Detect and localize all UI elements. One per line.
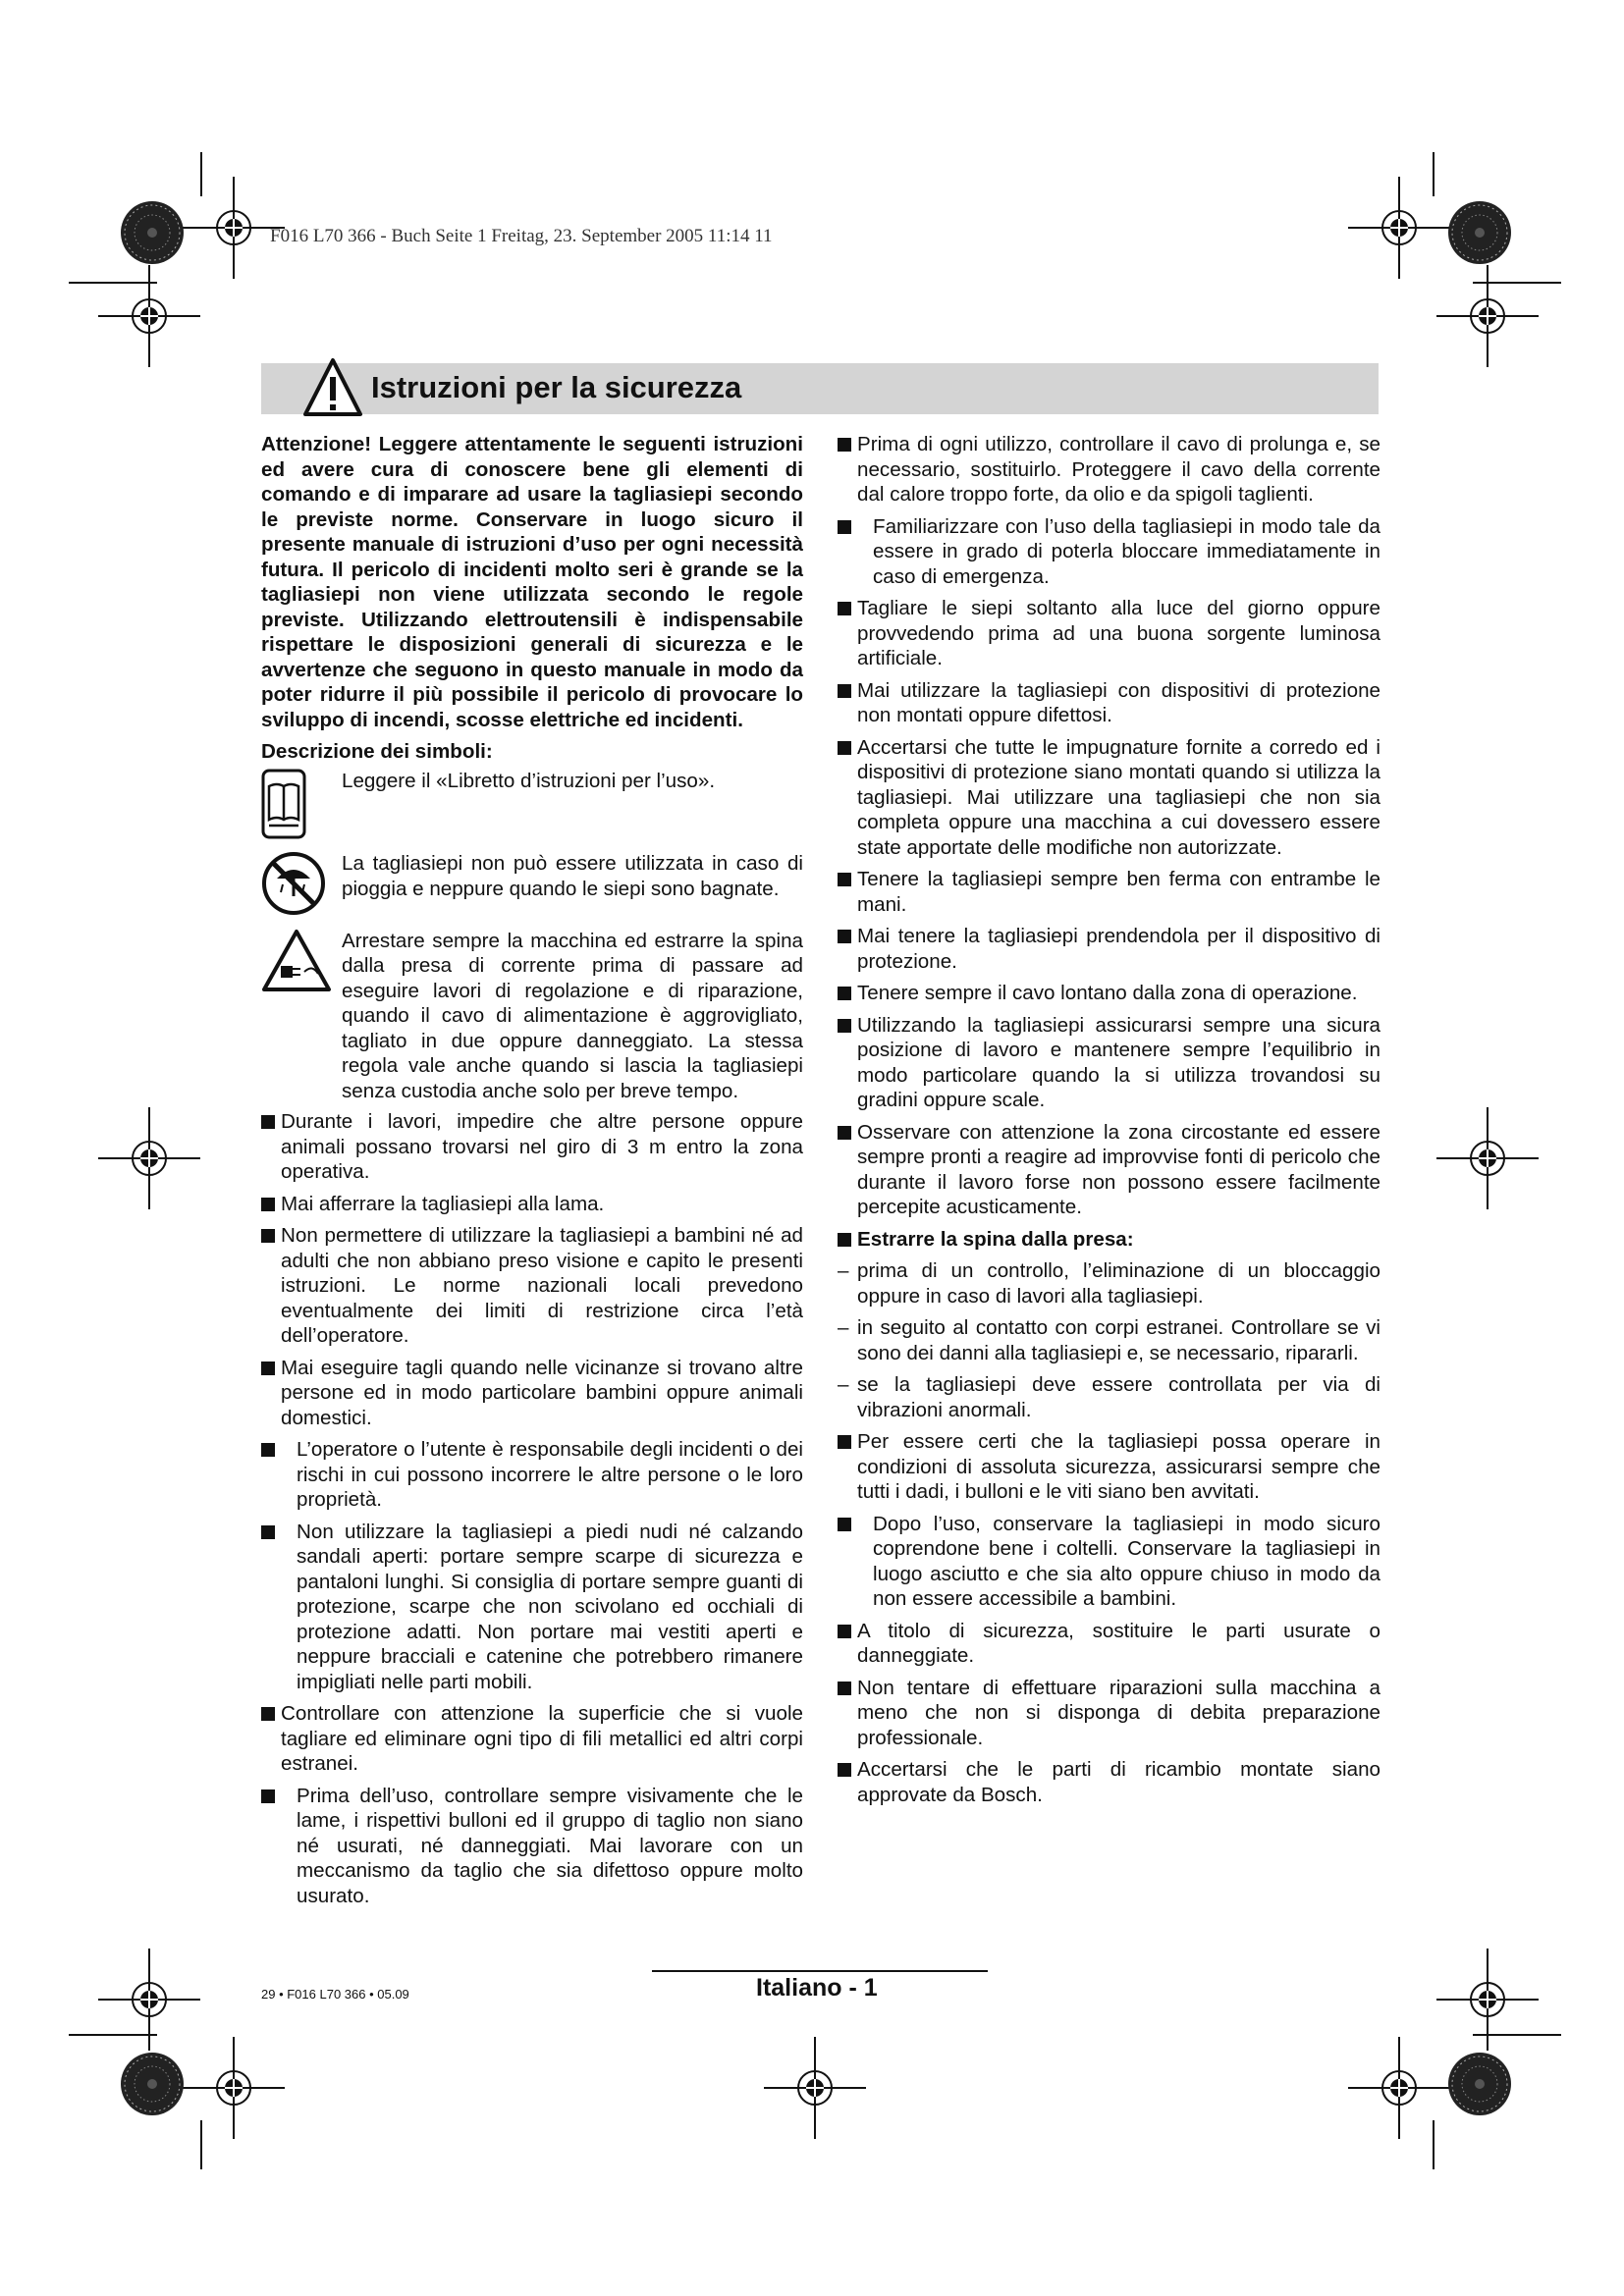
safety-item: Tagliare le siepi soltanto alla luce del giorno oppure provvedendo prima ad una buona sorgente luminosa artificiale. (838, 596, 1380, 671)
safety-item: Osservare con attenzione la zona circostante ed essere sempre pronti a reagire ad improvvise fonti di pericolo che durante il lavoro forse non possono essere facilmente percepite acusticamente. (838, 1120, 1380, 1220)
safety-item: Non tentare di effettuare riparazioni sulla macchina a meno che non si disponga di debita preparazione professionale. (838, 1676, 1380, 1751)
registration-cross-icon (1348, 177, 1450, 279)
safety-item: Accertarsi che tutte le impugnature fornite a corredo ed i dispositivi di protezione siano montati quando si utilizza la tagliasiepi. Mai utilizzare una tagliasiepi che non sia completa oppure una macchina a cui dovessero essere state apportate delle modifiche non autorizzate. (838, 735, 1380, 861)
color-target-icon (1448, 201, 1511, 264)
safety-item: Mai afferrare la tagliasiepi alla lama. (261, 1192, 803, 1217)
color-target-icon (1448, 2053, 1511, 2115)
registration-cross-icon (1348, 2037, 1450, 2139)
safety-item: Per essere certi che la tagliasiepi possa operare in condizioni di assoluta sicurezza, assicurarsi sempre che tutti i dadi, i bulloni e le viti siano ben avvitati. (838, 1429, 1380, 1505)
warning-triangle-icon (302, 357, 363, 418)
safety-item: Tenere la tagliasiepi sempre ben ferma con entrambe le mani. (838, 867, 1380, 917)
no-rain-icon (261, 851, 326, 916)
registration-cross-icon (98, 265, 200, 367)
safety-item: Mai utilizzare la tagliasiepi con dispositivi di protezione non montati oppure difettosi. (838, 678, 1380, 728)
unplug-item: – se la tagliasiepi deve essere controllata per via di vibrazioni anormali. (838, 1373, 1380, 1421)
registration-cross-icon (1436, 265, 1539, 367)
safety-item: Utilizzando la tagliasiepi assicurarsi sempre una sicura posizione di lavoro e mantenere sempre l’equilibrio in modo particolare quando la si utilizza trovandosi su gradini oppure scale. (838, 1013, 1380, 1113)
section-title-bar (261, 363, 1379, 414)
footer-rule (652, 1970, 988, 1972)
safety-item: Tenere sempre il cavo lontano dalla zona di operazione. (838, 981, 1380, 1006)
left-column (261, 432, 803, 1915)
print-header: F016 L70 366 - Buch Seite 1 Freitag, 23. September 2005 11:14 11 (270, 226, 773, 246)
safety-item: L’operatore o l’utente è responsabile degli incidenti o dei rischi in cui possono incorrere le altre persone o le loro proprietà. (261, 1437, 803, 1513)
safety-item: Dopo l’uso, conservare la tagliasiepi in modo sicuro coprendone bene i coltelli. Conservare la tagliasiepi in luogo asciutto e che sia alto oppure chiuso in modo da non essere accessibile a bambini. (838, 1512, 1380, 1612)
symbol-text: Arrestare sempre la macchina ed estrarre la spina dalla presa di corrente prima di passare ad eseguire lavori di regolazione e di riparazione, quando il cavo di alimentazione è aggrovigliato, tagliato in due oppure danneggiato. La stessa regola vale anche quando si lascia la tagliasiepi senza custodia anche solo per breve tempo. (342, 929, 803, 1102)
unplug-item: – in seguito al contatto con corpi estranei. Controllare se vi sono dei danni alla tagliasiepi e, se necessario, ripararli. (838, 1316, 1380, 1364)
registration-cross-icon (183, 2037, 285, 2139)
symbols-heading: Descrizione dei simboli: (261, 740, 493, 763)
footer-document-code: 29 • F016 L70 366 • 05.09 (261, 1987, 409, 2002)
symbol-text: La tagliasiepi non può essere utilizzata in caso di pioggia e neppure quando le siepi sono bagnate. (342, 852, 803, 900)
safety-item: A titolo di sicurezza, sostituire le parti usurate o danneggiate. (838, 1619, 1380, 1669)
safety-item: Accertarsi che le parti di ricambio montate siano approvate da Bosch. (838, 1757, 1380, 1807)
safety-item: Mai eseguire tagli quando nelle vicinanze si trovano altre persone ed in modo particolare bambini oppure animali domestici. (261, 1356, 803, 1431)
section-title: Istruzioni per la sicurezza (371, 370, 742, 404)
right-column (838, 432, 1380, 1814)
color-target-icon (121, 2053, 184, 2115)
safety-item: Controllare con attenzione la superficie che si vuole tagliare ed eliminare ogni tipo di fili metallici ed altri corpi estranei. (261, 1701, 803, 1777)
symbol-row (261, 851, 803, 923)
symbol-row (261, 769, 803, 846)
unplug-heading: Estrarre la spina dalla presa: (838, 1227, 1380, 1253)
safety-item: Prima dell’uso, controllare sempre visivamente che le lame, i rispettivi bulloni ed il gruppo di taglio non siano né usurati, né danneggiati. Mai lavorare con un meccanismo da taglio che sia difettoso oppure molto usurato. (261, 1784, 803, 1909)
unplug-warning-icon (261, 929, 332, 993)
safety-item: Durante i lavori, impedire che altre persone oppure animali possano trovarsi nel giro di 3 m entro la zona operativa. (261, 1109, 803, 1185)
safety-item: Non permettere di utilizzare la tagliasiepi a bambini né ad adulti che non abbiano preso visione e capito le presenti istruzioni. Le norme nazionali locali prevedono eventualmente dei limiti di restrizione circa l’età dell’operatore. (261, 1223, 803, 1349)
registration-cross-icon (1436, 1107, 1539, 1209)
book-icon (261, 769, 306, 839)
intro-warning: Attenzione! Leggere attentamente le seguenti istruzioni ed avere cura di conoscere bene gli elementi di comando e di imparare ad usare la tagliasiepi secondo le previste norme. Conservare in luogo sicuro il presente manuale di istruzioni d’uso per ogni necessità futura. Il pericolo di incidenti molto seri è grande se la tagliasiepi non viene utilizzata secondo le regole previste. Utilizzando elettroutensili è indispensabile rispettare le disposizioni generali di sicurezza e le avvertenze che seguono in questo manuale in modo da poter ridurre il più possibile il pericolo di provocare lo sviluppo di incendi, scosse elettriche ed incidenti. (261, 433, 803, 731)
color-target-icon (121, 201, 184, 264)
registration-cross-icon (764, 2037, 866, 2139)
footer-page-number: Italiano - 1 (756, 1974, 878, 2002)
unplug-item: – prima di un controllo, l’eliminazione di un bloccaggio oppure in caso di lavori alla tagliasiepi. (838, 1259, 1380, 1308)
registration-cross-icon (98, 1107, 200, 1209)
symbol-row (261, 929, 803, 1104)
safety-item: Prima di ogni utilizzo, controllare il cavo di prolunga e, se necessario, sostituirlo. Proteggere il cavo della corrente dal calore troppo forte, da olio e da spigoli taglienti. (838, 432, 1380, 507)
safety-item: Familiarizzare con l’uso della tagliasiepi in modo tale da essere in grado di poterla bloccare immediatamente in caso di emergenza. (838, 514, 1380, 590)
symbol-text: Leggere il «Libretto d’istruzioni per l’uso». (342, 769, 716, 792)
safety-item: Mai tenere la tagliasiepi prendendola per il dispositivo di protezione. (838, 924, 1380, 974)
safety-item: Non utilizzare la tagliasiepi a piedi nudi né calzando sandali aperti: portare sempre scarpe di sicurezza e pantaloni lunghi. Si consiglia di portare sempre guanti di protezione, scarpe che non scivolano ed occhiali di protezione adatti. Non portare mai vestiti aperti e neppure bracciali e catenine che potrebbero rimanere impigliati nelle parti mobili. (261, 1520, 803, 1695)
